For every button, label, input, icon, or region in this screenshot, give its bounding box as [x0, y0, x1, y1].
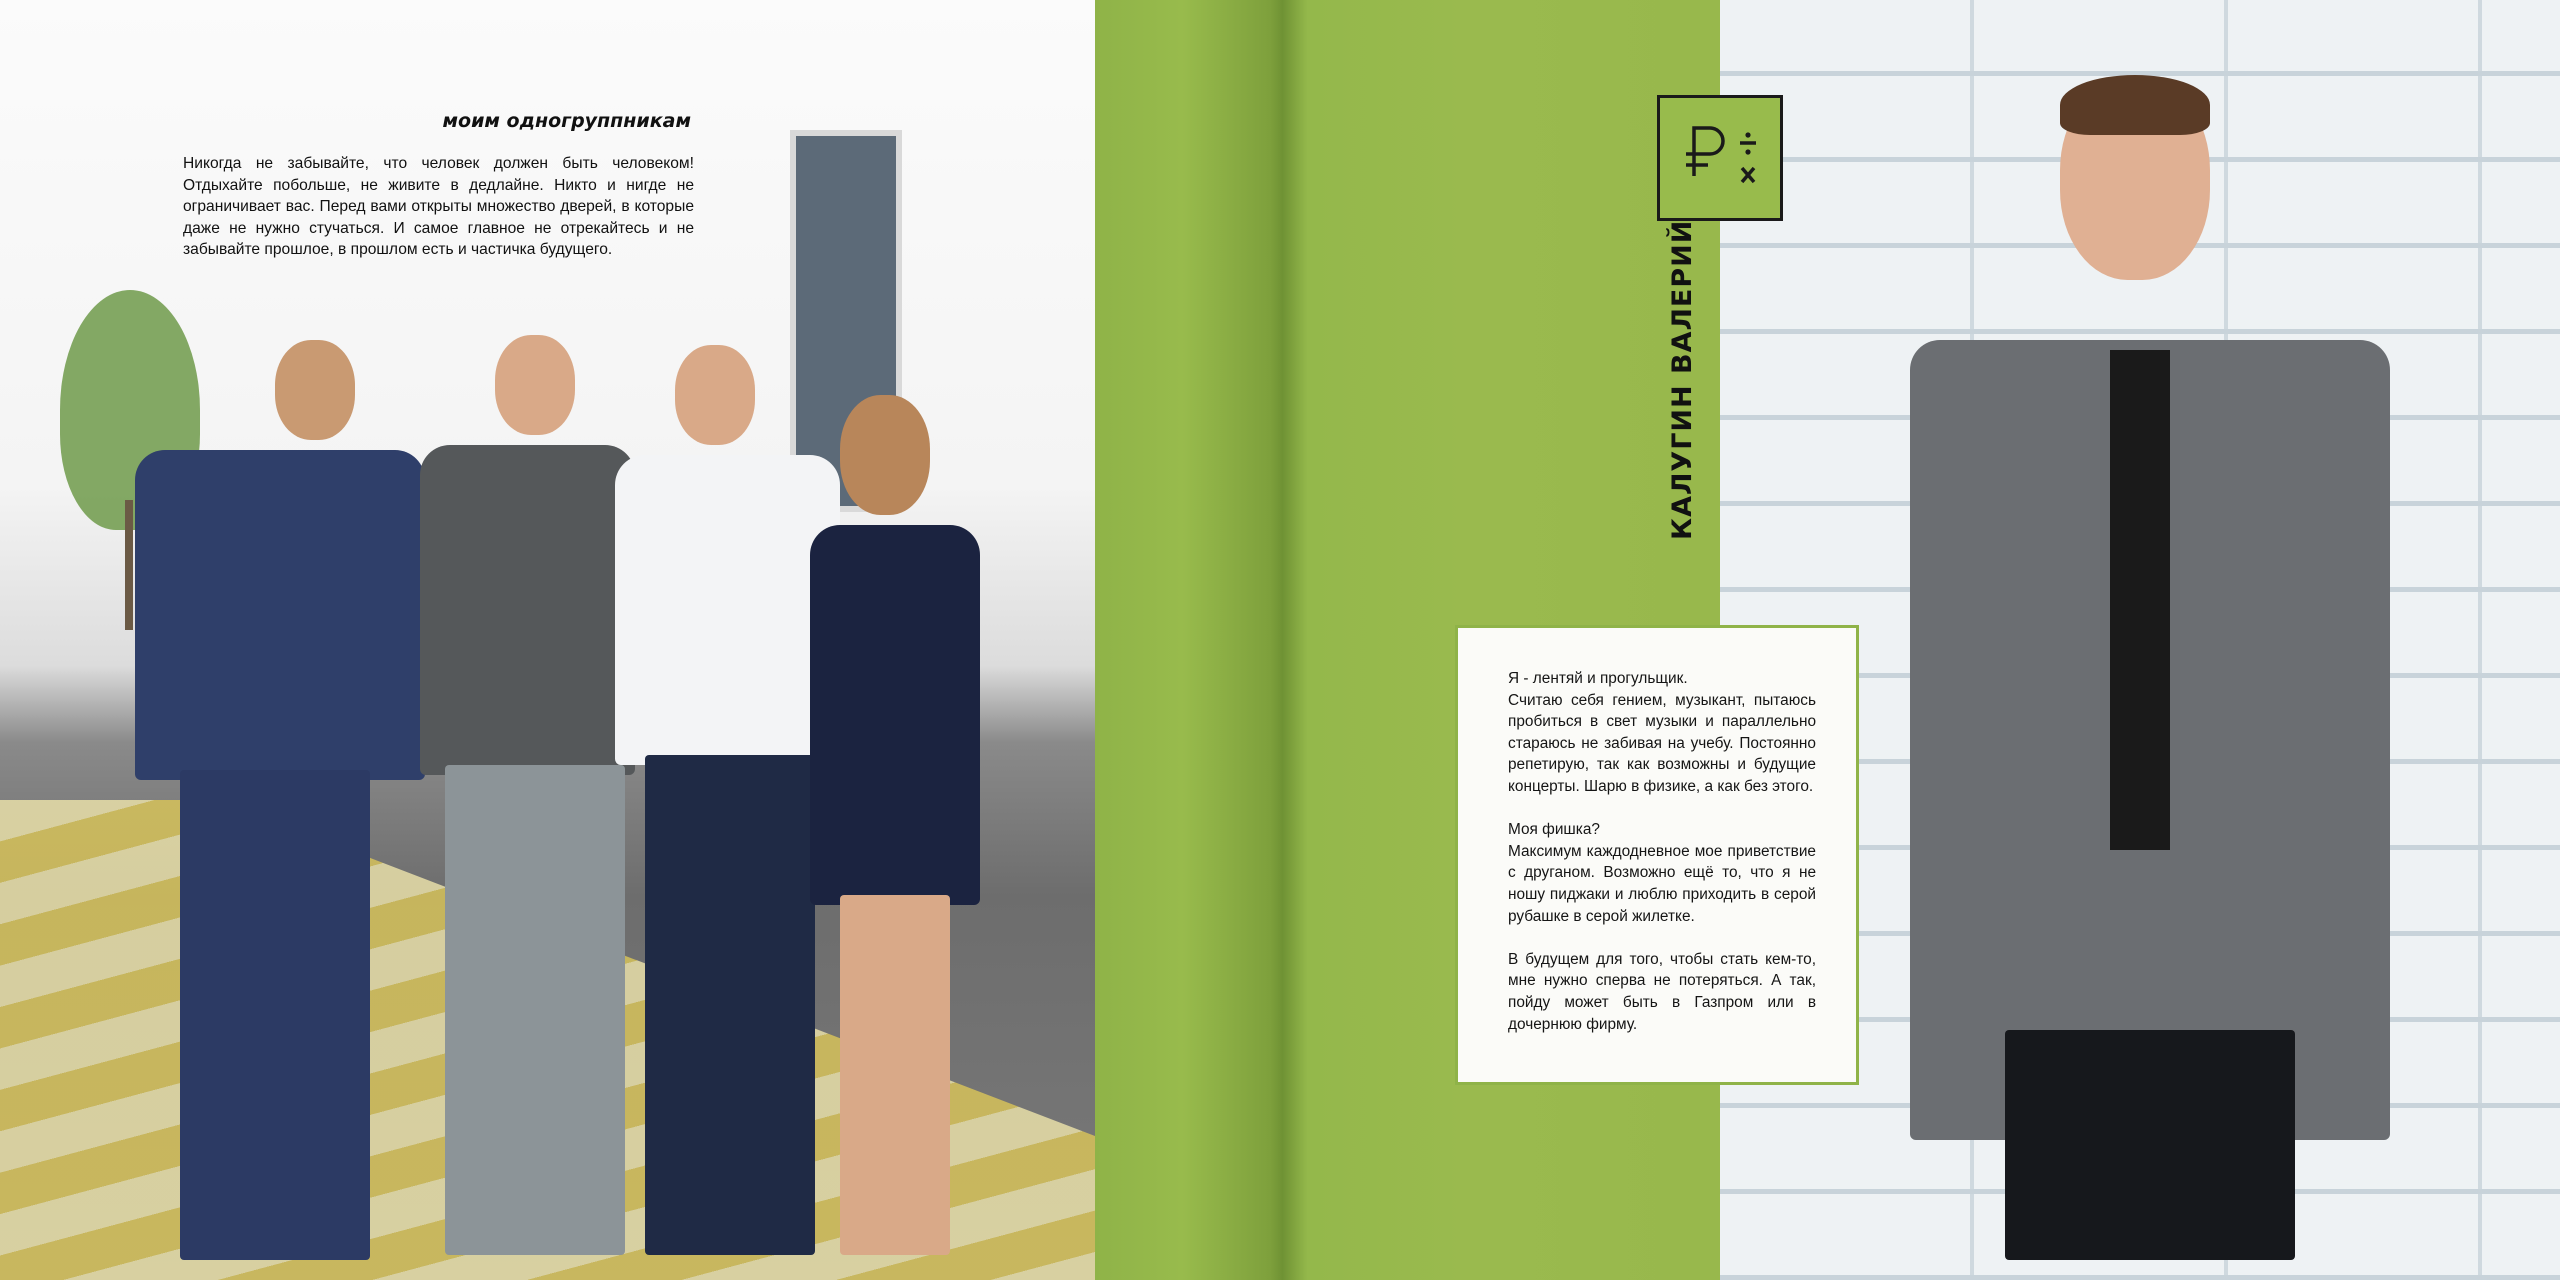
bio-paragraph-1: Считаю себя гением, музыкант, пытаюсь пробиться в свет музыки и параллельно стараюсь не забивая на учебу. Постоянно репетирую, так как возможны и будущие концерты. Шарю в физике, а как без этого. — [1508, 691, 1816, 795]
hair — [2060, 75, 2210, 135]
bio-paragraph-2: Максимум каждодневное мое приветствие с друганом. Возможно ещё то, что я не ношу пиджаки и люблю приходить в серой рубашке в серой жилетке. — [1508, 842, 1816, 925]
dedication-paragraph: Никогда не забывайте, что человек должен быть человеком! Отдыхайте побольше, не живите в дедлайне. Никто и нигде не ограничивает вас. Перед вами открыты множество дверей, в которые даже не нужно стучаться. И самое главное не отрекайтесь и не забывайте прошлое, в прошлом есть и частичка будущего. — [183, 155, 694, 258]
bio-paragraph-3: В будущем для того, чтобы стать кем-то, мне нужно сперва не потеряться. А так, пойду может быть в Газпром или в дочернюю фирму. — [1508, 950, 1816, 1033]
bio-textbox — [1455, 625, 1859, 1085]
logo-glyph — [1660, 98, 1780, 218]
bio-intro: Я - лентяй и прогульщик. — [1508, 670, 1688, 687]
student-name: КАЛУГИН ВАЛЕРИЙ — [1667, 219, 1698, 540]
bio-question: Моя фишка? — [1508, 821, 1600, 839]
page-heading: моим одногруппникам — [442, 110, 691, 132]
tree-trunk — [125, 500, 133, 630]
ruble-math-symbols-icon — [1657, 95, 1783, 221]
group-photo-page — [0, 0, 1095, 1280]
tie — [2110, 350, 2170, 850]
